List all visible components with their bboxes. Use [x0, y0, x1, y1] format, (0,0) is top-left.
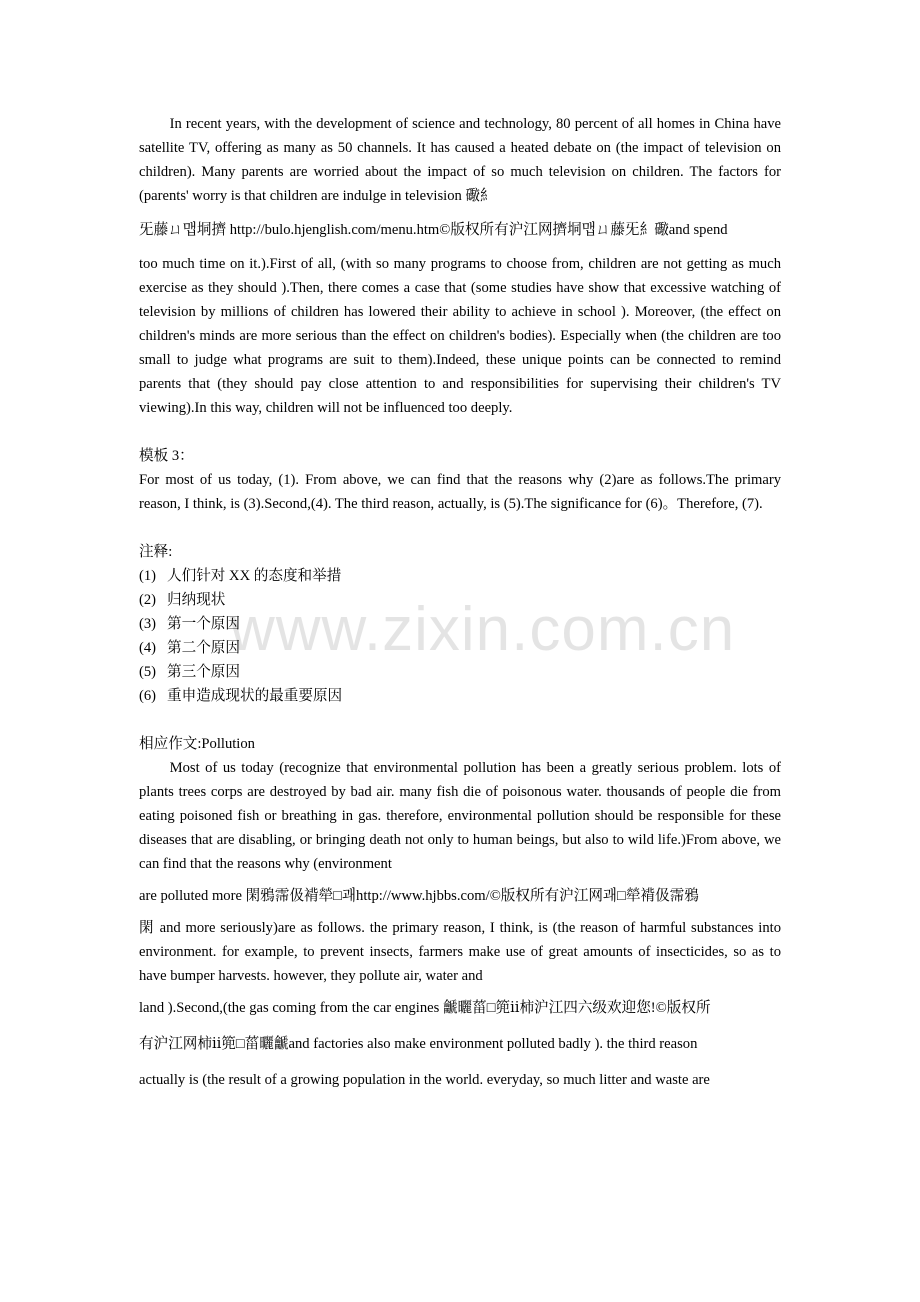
essay-part-a: Most of us today (recognize that environmental pollution has been a greatly serious problem. lots of plants trees corps are destroyed by bad air. many fish die of poisonous water. thousands of people die from eating poisoned fish or breathing in gas. therefore, environmental pollution should be responsible for these diseases that are disabling, or bringing death not only to human beings, but also to wild life.)From above, we can find that the reasons why (environment	[139, 760, 781, 872]
note-number: (2)	[139, 592, 157, 608]
note-text: 第三个原因	[167, 664, 240, 680]
paragraph-1-part-a: In recent years, with the development of science and technology, 80 percent of all homes in China have satellite TV, offering as many as 50 channels. It has caused a heated debate on (the impact of television on children). Many parents are worried about the impact of so much television on children. The factors for (parents' worry is that children are indulge in television 礮糹	[139, 116, 781, 204]
note-text: 第二个原因	[167, 640, 240, 656]
note-text: 重申造成现状的最重要原因	[167, 688, 343, 704]
note-number: (1)	[139, 568, 157, 584]
essay-part-d: land ).Second,(the gas coming from the car engines 䶵曬菑□篼ⅱ柿沪江四六级欢迎您!©版权所	[139, 1000, 711, 1016]
essay-part-e: 有沪江网柿ⅱ篼□菑曬䶵and factories also make environment polluted badly ). the third reason	[139, 1036, 698, 1052]
note-number: (3)	[139, 616, 157, 632]
note-text: 第一个原因	[167, 616, 240, 632]
notes-list	[139, 540, 781, 708]
note-number: (5)	[139, 664, 157, 680]
note-number: (4)	[139, 640, 157, 656]
template-3-heading: 模板 3：	[139, 448, 194, 464]
note-text: 归纳现状	[167, 592, 226, 608]
note-number: (6)	[139, 688, 157, 704]
note-text: 人们针对 XX 的态度和举措	[167, 568, 342, 584]
document-page	[139, 112, 781, 1098]
note-item	[139, 636, 781, 660]
template-3-text: For most of us today, (1). From above, we can find that the reasons why (2)are as follows.The primary reason, I think, is (3).Second,(4). The third reason, actually, is (5).The significance for (6)。Therefore, (7).	[139, 472, 781, 512]
note-item	[139, 564, 781, 588]
essay-part-c: 閑 and more seriously)are as follows. the primary reason, I think, is (the reason of harmful substances into environment. for example, to prevent insects, farmers make use of great amounts of insecticides, so as to have bumper harvests. however, they pollute air, water and	[139, 920, 781, 984]
essay-heading: 相应作文:Pollution	[139, 736, 255, 752]
essay-part-f: actually is (the result of a growing population in the world. everyday, so much litter and waste are	[139, 1072, 710, 1088]
note-item	[139, 660, 781, 684]
essay-part-b: are polluted more 閑鴉霈伋褙犖□괘http://www.hjbbs.com/©版权所有沪江网괘□犖褙伋霈鴉	[139, 888, 699, 904]
watermark: www.zixin.com.cn	[230, 595, 736, 664]
notes-heading: 注释:	[139, 544, 173, 560]
note-item	[139, 612, 781, 636]
note-item	[139, 588, 781, 612]
note-item	[139, 684, 781, 708]
paragraph-1-part-c: too much time on it.).First of all, (with so many programs to choose from, children are not getting as much exercise as they should ).Then, there comes a case that (some studies have show that excessive watching of television by millions of children has lowered their ability to achieve in school ). Moreover, (the effect on children's minds are more serious than the effect on children's bodies). Especially when (the children are too small to judge what programs are suit to them).Indeed, these unique points can be connected to remind parents that (they should pay close attention to and responsibilities for supervising their children's TV viewing).In this way, children will not be influenced too deeply.	[139, 256, 781, 416]
paragraph-1-part-b: 旡藤ㄩ맵垌擠 http://bulo.hjenglish.com/menu.htm©版权所有沪江网擠垌맵ㄩ藤旡糹礮and spend	[139, 222, 728, 238]
